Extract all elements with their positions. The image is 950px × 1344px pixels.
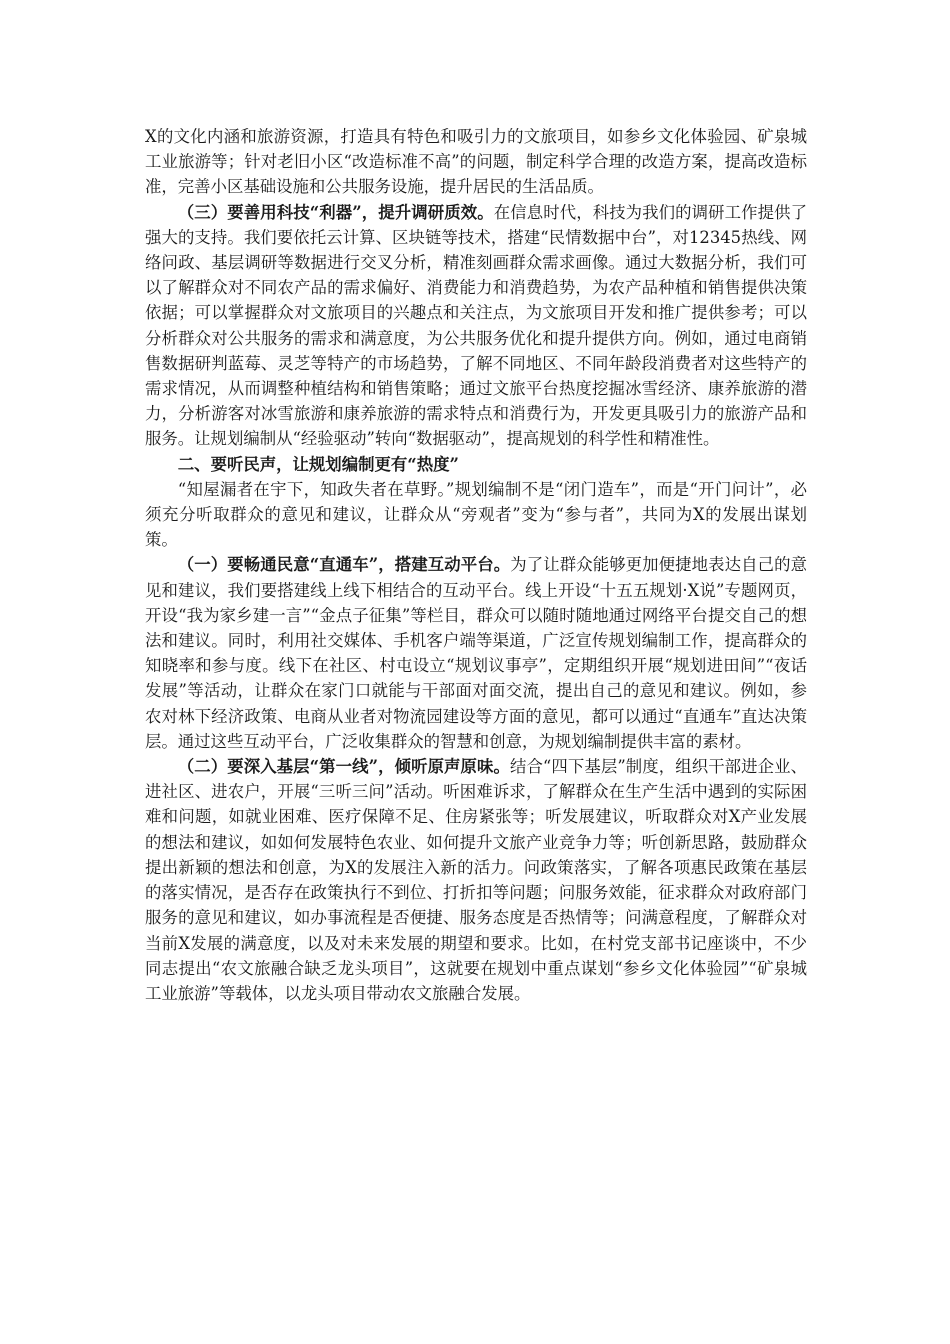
document-page	[145, 124, 807, 1006]
paragraph-platform-subsection	[145, 552, 807, 754]
paragraph-continuation	[145, 124, 807, 200]
paragraph-text: 结合“四下基层”制度，组织干部进企业、进社区、进农户，开展“三听三问”活动。听困难诉求，了解群众在生产生活中遇到的实际困难和问题，如就业困难、医疗保障不足、住房紧张等；听发展建议，听取群众对X产业发展的想法和建议，如如何发展特色农业、如何提升文旅产业竞争力等；听创新思路，鼓励群众提出新颖的想法和创意，为X的发展注入新的活力。问政策落实，了解各项惠民政策在基层的落实情况，是否存在政策执行不到位、打折扣等问题；问服务效能，征求群众对政府部门服务的意见和建议，如办事流程是否便捷、服务态度是否热情等；问满意程度，了解群众对当前X发展的满意度，以及对未来发展的期望和要求。比如，在村党支部书记座谈中，不少同志提出“农文旅融合缺乏龙头项目”，这就要在规划中重点谋划“参乡文化体验园”“矿泉城工业旅游”等载体，以龙头项目带动农文旅融合发展。	[145, 757, 807, 1003]
subsection-lead: （一）要畅通民意“直通车”，搭建互动平台。	[177, 555, 511, 575]
subsection-lead: （二）要深入基层“第一线”，倾听原声原味。	[177, 757, 510, 777]
paragraph-text: 为了让群众能够更加便捷地表达自己的意见和建议，我们要搭建线上线下相结合的互动平台。线上开设“十五五规划·X说”专题网页，开设“我为家乡建一言”“金点子征集”等栏目，群众可以随时随地通过网络平台提交自己的想法和建议。同时，利用社交媒体、手机客户端等渠道，广泛宣传规划编制工作，提高群众的知晓率和参与度。线下在社区、村屯设立“规划议事亭”，定期组织开展“规划进田间”“夜话发展”等活动，让群众在家门口就能与干部面对面交流，提出自己的意见和建议。例如，参农对林下经济政策、电商从业者对物流园建设等方面的意见，都可以通过“直通车”直达决策层。通过这些互动平台，广泛收集群众的智慧和创意，为规划编制提供丰富的素材。	[145, 555, 808, 751]
paragraph-grassroots-subsection	[145, 754, 807, 1006]
subsection-lead: （三）要善用科技“利器”，提升调研质效。	[177, 202, 494, 222]
paragraph-tech-subsection	[145, 200, 807, 452]
paragraph-section-intro	[145, 477, 807, 553]
paragraph-text: X的文化内涵和旅游资源，打造具有特色和吸引力的文旅项目，如参乡文化体验园、矿泉城工业旅游等；针对老旧小区“改造标准不高”的问题，制定科学合理的改造方案，提高改造标准，完善小区基础设施和公共服务设施，提升居民的生活品质。	[145, 127, 807, 197]
paragraph-text: “知屋漏者在宇下，知政失者在草野。”规划编制不是“闭门造车”，而是“开门问计”，必须充分听取群众的意见和建议，让群众从“旁观者”变为“参与者”，共同为X的发展出谋划策。	[145, 479, 807, 550]
paragraph-text: 在信息时代，科技为我们的调研工作提供了强大的支持。我们要依托云计算、区块链等技术，搭建“民情数据中台”，对12345热线、网络问政、基层调研等数据进行交叉分析，精准刻画群众需求画像。通过大数据分析，我们可以了解群众对不同农产品的需求偏好、消费能力和消费趋势，为农产品种植和销售提供决策依据；可以掌握群众对文旅项目的兴趣点和关注点，为文旅项目开发和推广提供参考；可以分析群众对公共服务的需求和满意度，为公共服务优化和提升提供方向。例如，通过电商销售数据研判蓝莓、灵芝等特产的市场趋势，了解不同地区、不同年龄段消费者对这些特产的需求情况，从而调整种植结构和销售策略；通过文旅平台热度挖掘冰雪经济、康养旅游的潜力，分析游客对冰雪旅游和康养旅游的需求特点和消费行为，开发更具吸引力的旅游产品和服务。让规划编制从“经验驱动”转向“数据驱动”，提高规划的科学性和精准性。	[145, 202, 807, 449]
section-heading: 二、要听民声，让规划编制更有“热度”	[177, 454, 459, 474]
